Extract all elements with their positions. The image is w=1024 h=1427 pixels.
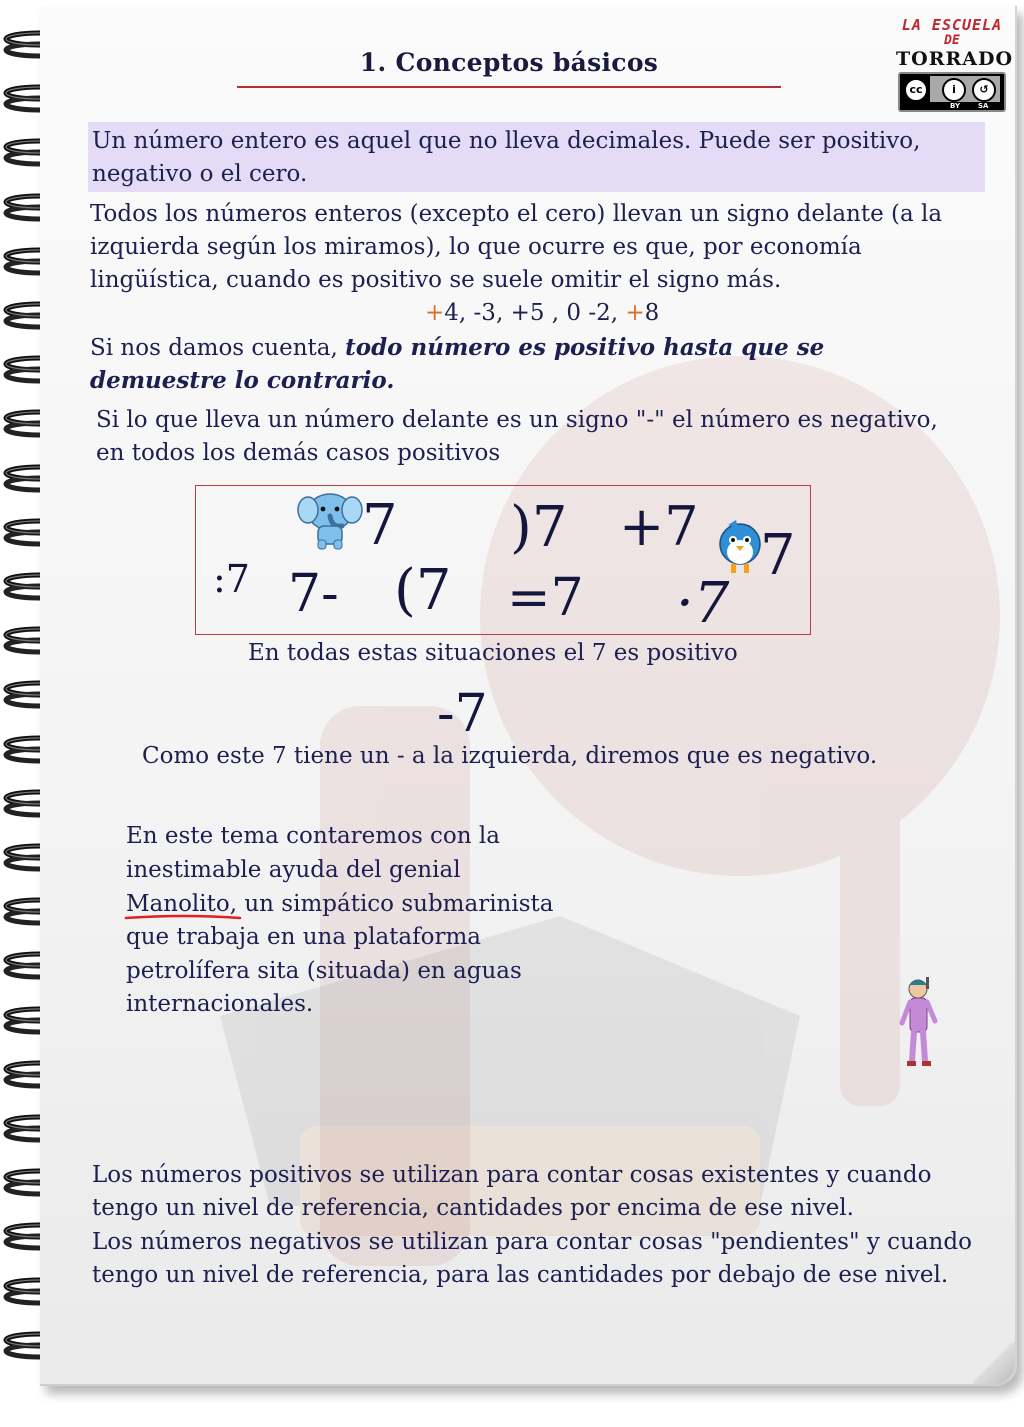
situations-caption: En todas estas situaciones el 7 es positivo xyxy=(248,640,738,666)
rule-line-1 xyxy=(90,331,824,365)
page-curl xyxy=(973,1342,1015,1384)
situation-plus-7: +7 xyxy=(619,495,699,558)
manolito-name: Manolito xyxy=(126,891,230,917)
usage-line-3: Los números negativos se utilizan para contar cosas "pendientes" y cuando xyxy=(92,1229,972,1255)
manolito-line-3-rest: , un simpático submarinista xyxy=(229,891,554,917)
negative-rule-line-1: Si lo que lleva un número delante es un signo "-" el número es negativo, xyxy=(96,407,938,433)
plus-sign-1: + xyxy=(425,300,445,326)
bird-icon xyxy=(716,518,764,578)
rule-prefix: Si nos damos cuenta, xyxy=(90,335,346,361)
creative-commons-badge[interactable] xyxy=(898,72,1006,112)
definition-line-2: negativo o el cero. xyxy=(92,161,308,187)
manolito-line-4: que trabaja en una plataforma xyxy=(126,924,482,950)
situation-colon-7: :7 xyxy=(213,557,250,601)
manolito-line-5: petrolífera sita (situada) en aguas xyxy=(126,958,522,984)
title-underline xyxy=(237,86,781,88)
situation-dot-7: ·7 xyxy=(676,571,730,636)
situation-paren-7: (7 xyxy=(394,558,452,623)
usage-line-1: Los números positivos se utilizan para contar cosas existentes y cuando xyxy=(92,1162,932,1188)
by-icon: i xyxy=(942,78,966,102)
examples-part-1: 4, -3, +5 , 0 -2, xyxy=(444,300,626,326)
rule-emphasis-1: todo número es positivo hasta que se xyxy=(345,334,825,361)
examples-part-2: 8 xyxy=(644,300,660,326)
elephant-icon xyxy=(296,488,368,552)
manolito-line-1: En este tema contaremos con la xyxy=(126,823,500,849)
page-title: 1. Conceptos básicos xyxy=(359,48,659,77)
usage-line-2: tengo un nivel de referencia, cantidades por encima de ese nivel. xyxy=(92,1195,854,1221)
logo-line-2: DE xyxy=(944,33,960,48)
negative-caption: Como este 7 tiene un - a la izquierda, diremos que es negativo. xyxy=(142,743,878,769)
plus-sign-2: + xyxy=(625,300,645,326)
negative-rule-line-2: en todos los demás casos positivos xyxy=(96,440,501,466)
sign-paragraph-line-3: lingüística, cuando es positivo se suele omitir el signo más. xyxy=(90,267,782,293)
definition-line-1: Un número entero es aquel que no lleva decimales. Puede ser positivo, xyxy=(92,128,921,154)
sign-paragraph-line-1: Todos los números enteros (excepto el cero) llevan un signo delante (a la xyxy=(90,201,943,227)
examples-line xyxy=(425,297,659,330)
logo-line-1: LA ESCUELA xyxy=(901,16,1003,34)
sa-label: SA xyxy=(978,102,989,110)
by-label: BY xyxy=(950,102,961,110)
situation-7-dash: 7- xyxy=(288,564,339,624)
negative-seven: -7 xyxy=(437,684,488,744)
sign-paragraph-line-2: izquierda según los miramos), lo que ocurre es que, por economía xyxy=(90,234,862,260)
logo-line-3: TORRADO xyxy=(896,48,1014,70)
manolito-line-6: internacionales. xyxy=(126,991,314,1017)
sa-icon: ↺ xyxy=(972,78,996,102)
situation-bird-7: 7 xyxy=(760,523,796,588)
rule-emphasis-2: demuestre lo contrario. xyxy=(90,367,395,394)
usage-line-4: tengo un nivel de referencia, para las cantidades por debajo de ese nivel. xyxy=(92,1262,949,1288)
title-block xyxy=(237,44,781,88)
cc-icon: cc xyxy=(904,78,928,102)
situation-equals-7: =7 xyxy=(507,568,584,628)
manolito-line-2: inestimable ayuda del genial xyxy=(126,857,461,883)
school-logo xyxy=(896,16,1014,124)
diver-figure-icon xyxy=(898,975,942,1071)
situation-close-paren-7: )7 xyxy=(510,495,568,560)
situation-elephant-7: 7 xyxy=(362,493,398,558)
